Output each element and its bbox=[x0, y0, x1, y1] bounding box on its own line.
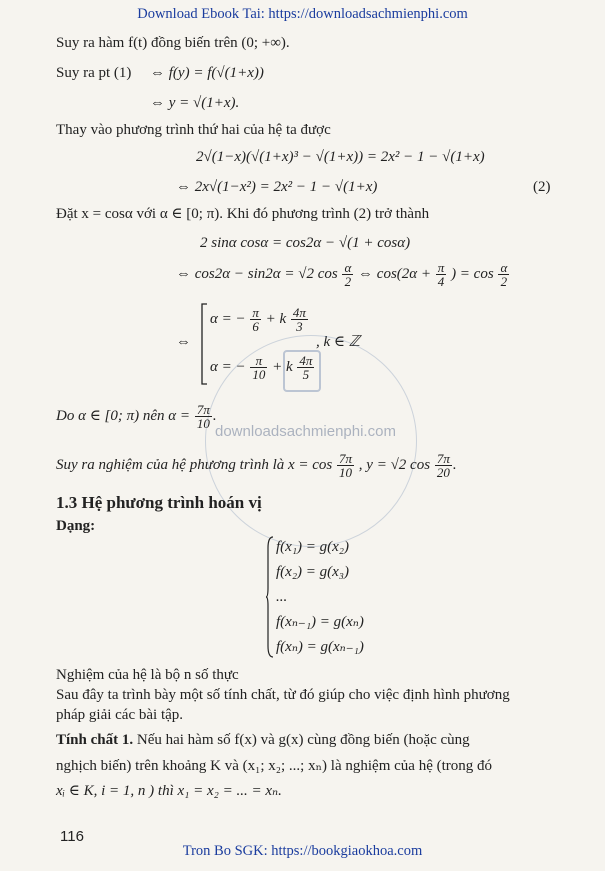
line-3-eq: ⇔ y = √(1+x). bbox=[150, 95, 240, 111]
system-brace bbox=[266, 536, 274, 658]
page-number: 116 bbox=[60, 828, 84, 845]
frac-pi-6: $\frac{\pi}{6}$ bbox=[252, 305, 259, 334]
line-9-eq: ⇔ cos2α − sin2α = √2 cos $\frac{\alpha}{2}$ ⇔ cos(2α + $\frac{\pi}{4}$ ) = cos $\frac{\alpha}{2}$ bbox=[176, 260, 508, 289]
para-3: pháp giải các bài tập. bbox=[56, 707, 184, 723]
system-arrow: ⇔ bbox=[176, 334, 191, 350]
footer-link[interactable]: Tron Bo SGK: https://bookgiaokhoa.com bbox=[182, 843, 423, 859]
para-5: nghịch biến) trên khoảng K và (x₁; x₂; ...; xₙ) là nghiệm của hệ (trong đó bbox=[56, 758, 493, 774]
brace-shape bbox=[266, 536, 274, 658]
system-eq-2: f(x₂) = g(x₃) bbox=[276, 564, 350, 580]
para-4: Tính chất 1. Nếu hai hàm số f(x) và g(x) cùng đồng biến (hoặc cùng bbox=[56, 732, 470, 748]
system-k: , k ∈ ℤ bbox=[316, 334, 360, 350]
section-title: 1.3 Hệ phương trình hoán vị bbox=[56, 493, 262, 512]
equation-tag-2: (2) bbox=[533, 179, 551, 195]
frac-7pi-10: $\frac{7\pi}{10}$ bbox=[196, 402, 210, 431]
section-dang: Dạng: bbox=[56, 518, 96, 534]
para-6: xᵢ ∈ K, i = 1, n ) thì x₁ = x₂ = ... = xₙ. bbox=[56, 783, 282, 799]
watermark-book-icon bbox=[283, 350, 321, 392]
header-link[interactable]: Download Ebook Tai: https://downloadsachmienphi.com bbox=[137, 6, 468, 22]
line-6-eq: ⇔ 2x√(1−x²) = 2x² − 1 − √(1+x) bbox=[176, 179, 378, 195]
bracket-shape bbox=[200, 303, 208, 385]
frac-4pi-5: $\frac{4\pi}{5}$ bbox=[299, 353, 313, 382]
line-4: Thay vào phương trình thứ hai của hệ ta được bbox=[56, 122, 331, 138]
system-row-1: α = − $\frac{\pi}{6}$ + k $\frac{4\pi}{3}$ bbox=[210, 305, 306, 334]
line-8-eq: 2 sinα cosα = cos2α − √(1 + cosα) bbox=[200, 235, 411, 251]
system-bracket bbox=[200, 303, 208, 385]
watermark-text: downloadsachmienphi.com bbox=[215, 423, 396, 440]
para-1: Nghiệm của hệ là bộ n số thực bbox=[56, 667, 239, 683]
system-eq-dots: ... bbox=[276, 589, 288, 605]
para-2: Sau đây ta trình bày một số tính chất, từ đó giúp cho việc định hình phương bbox=[56, 687, 510, 703]
system-eq-5: f(xₙ) = g(xₙ₋₁) bbox=[276, 639, 364, 655]
system-eq-1: f(x₁) = g(x₂) bbox=[276, 539, 350, 555]
frac-4pi-3: $\frac{4\pi}{3}$ bbox=[292, 305, 306, 334]
line-11: Suy ra nghiệm của hệ phương trình là x = cos $\frac{7\pi}{10}$ , y = √2 cos $\frac{7\pi}{20}$ . bbox=[56, 451, 457, 480]
frac-alpha-2b: $\frac{\alpha}{2}$ bbox=[500, 260, 508, 289]
line-2-label: Suy ra pt (1) bbox=[56, 65, 132, 81]
frac-pi-10: $\frac{\pi}{10}$ bbox=[252, 353, 266, 382]
line-2-eq: ⇔ f(y) = f(√(1+x)) bbox=[150, 65, 264, 81]
frac-alpha-2: $\frac{\alpha}{2}$ bbox=[344, 260, 352, 289]
frac-pi-4: $\frac{\pi}{4}$ bbox=[437, 260, 445, 289]
line-5-eq: 2√(1−x)(√(1+x)³ − √(1+x)) = 2x² − 1 − √(1+x) bbox=[196, 149, 485, 165]
frac-7pi-20: $\frac{7\pi}{20}$ bbox=[436, 451, 450, 480]
line-1: Suy ra hàm f(t) đồng biến trên (0; +∞). bbox=[56, 35, 290, 51]
system-row-2: α = − $\frac{\pi}{10}$ + k $\frac{4\pi}{5}$ bbox=[210, 353, 313, 382]
frac-7pi-10b: $\frac{7\pi}{10}$ bbox=[339, 451, 353, 480]
system-eq-4: f(xₙ₋₁) = g(xₙ) bbox=[276, 614, 364, 630]
property-label: Tính chất 1. bbox=[56, 732, 134, 748]
line-7: Đặt x = cosα với α ∈ [0; π). Khi đó phương trình (2) trở thành bbox=[56, 206, 430, 222]
line-10: Do α ∈ [0; π) nên α = $\frac{7\pi}{10}$ . bbox=[56, 402, 217, 431]
